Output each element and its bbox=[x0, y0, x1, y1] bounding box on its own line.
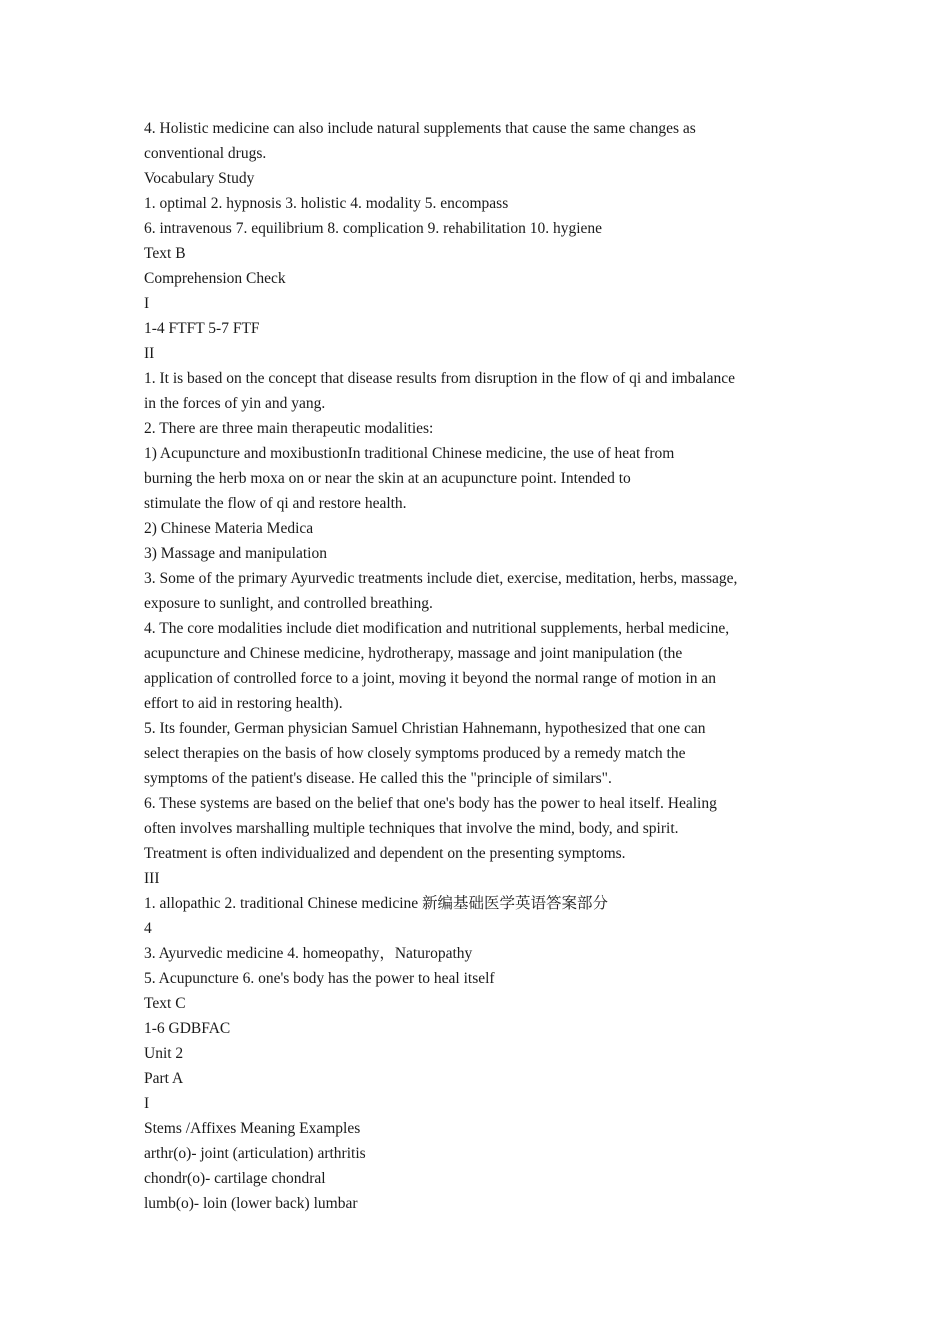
text-line: Treatment is often individualized and dependent on the presenting symptoms. bbox=[144, 845, 626, 862]
text-line: 1. allopathic 2. traditional Chinese medicine 新编基础医学英语答案部分 bbox=[144, 895, 609, 912]
text-line: stimulate the flow of qi and restore health. bbox=[144, 495, 407, 512]
text-line: 5. Its founder, German physician Samuel Christian Hahnemann, hypothesized that one can bbox=[144, 720, 706, 737]
text-line: 1-4 FTFT 5-7 FTF bbox=[144, 320, 260, 337]
table-row-line: lumb(o)- loin (lower back) lumbar bbox=[144, 1195, 358, 1212]
text-line: symptoms of the patient's disease. He called this the "principle of similars". bbox=[144, 770, 612, 787]
table-header-line: Stems /Affixes Meaning Examples bbox=[144, 1120, 361, 1137]
table-row-line: arthr(o)- joint (articulation) arthritis bbox=[144, 1145, 366, 1162]
roman-numeral-heading: II bbox=[144, 345, 155, 362]
text-line: 1. It is based on the concept that disease results from disruption in the flow of qi and imbalance bbox=[144, 370, 736, 387]
text-line: 1-6 GDBFAC bbox=[144, 1020, 231, 1037]
text-line: burning the herb moxa on or near the skin at an acupuncture point. Intended to bbox=[144, 470, 631, 487]
roman-numeral-heading: III bbox=[144, 870, 160, 887]
unit-heading: Unit 2 bbox=[144, 1045, 184, 1062]
text-line: 6. These systems are based on the belief that one's body has the power to heal itself. Healing bbox=[144, 795, 717, 812]
text-line: 4. Holistic medicine can also include natural supplements that cause the same changes as bbox=[144, 120, 696, 137]
text-line: 3. Some of the primary Ayurvedic treatments include diet, exercise, meditation, herbs, massage, bbox=[144, 570, 738, 587]
document-page bbox=[144, 116, 804, 1216]
text-line: exposure to sunlight, and controlled breathing. bbox=[144, 595, 433, 612]
text-line: 3) Massage and manipulation bbox=[144, 545, 327, 562]
text-line: 6. intravenous 7. equilibrium 8. complication 9. rehabilitation 10. hygiene bbox=[144, 220, 603, 237]
roman-numeral-heading: I bbox=[144, 1095, 150, 1112]
text-line: often involves marshalling multiple techniques that involve the mind, body, and spirit. bbox=[144, 820, 679, 837]
section-heading: Text B bbox=[144, 245, 186, 262]
text-line: 2) Chinese Materia Medica bbox=[144, 520, 314, 537]
page-number: 4 bbox=[144, 920, 152, 937]
text-line: 3. Ayurvedic medicine 4. homeopathy，Naturopathy bbox=[144, 945, 473, 962]
text-line: in the forces of yin and yang. bbox=[144, 395, 326, 412]
text-line: effort to aid in restoring health). bbox=[144, 695, 343, 712]
table-row-line: chondr(o)- cartilage chondral bbox=[144, 1170, 326, 1187]
text-line: 4. The core modalities include diet modification and nutritional supplements, herbal medicine, bbox=[144, 620, 730, 637]
roman-numeral-heading: I bbox=[144, 295, 150, 312]
text-line: acupuncture and Chinese medicine, hydrotherapy, massage and joint manipulation (the bbox=[144, 645, 683, 662]
text-line: 5. Acupuncture 6. one's body has the power to heal itself bbox=[144, 970, 495, 987]
text-line: select therapies on the basis of how closely symptoms produced by a remedy match the bbox=[144, 745, 686, 762]
text-line: 2. There are three main therapeutic modalities: bbox=[144, 420, 434, 437]
section-heading: Vocabulary Study bbox=[144, 170, 255, 187]
text-line: application of controlled force to a joint, moving it beyond the normal range of motion in an bbox=[144, 670, 717, 687]
section-heading: Part A bbox=[144, 1070, 184, 1087]
section-heading: Comprehension Check bbox=[144, 270, 286, 287]
text-line: 1. optimal 2. hypnosis 3. holistic 4. modality 5. encompass bbox=[144, 195, 509, 212]
section-heading: Text C bbox=[144, 995, 186, 1012]
text-line: conventional drugs. bbox=[144, 145, 267, 162]
text-line: 1) Acupuncture and moxibustionIn traditional Chinese medicine, the use of heat from bbox=[144, 445, 675, 462]
